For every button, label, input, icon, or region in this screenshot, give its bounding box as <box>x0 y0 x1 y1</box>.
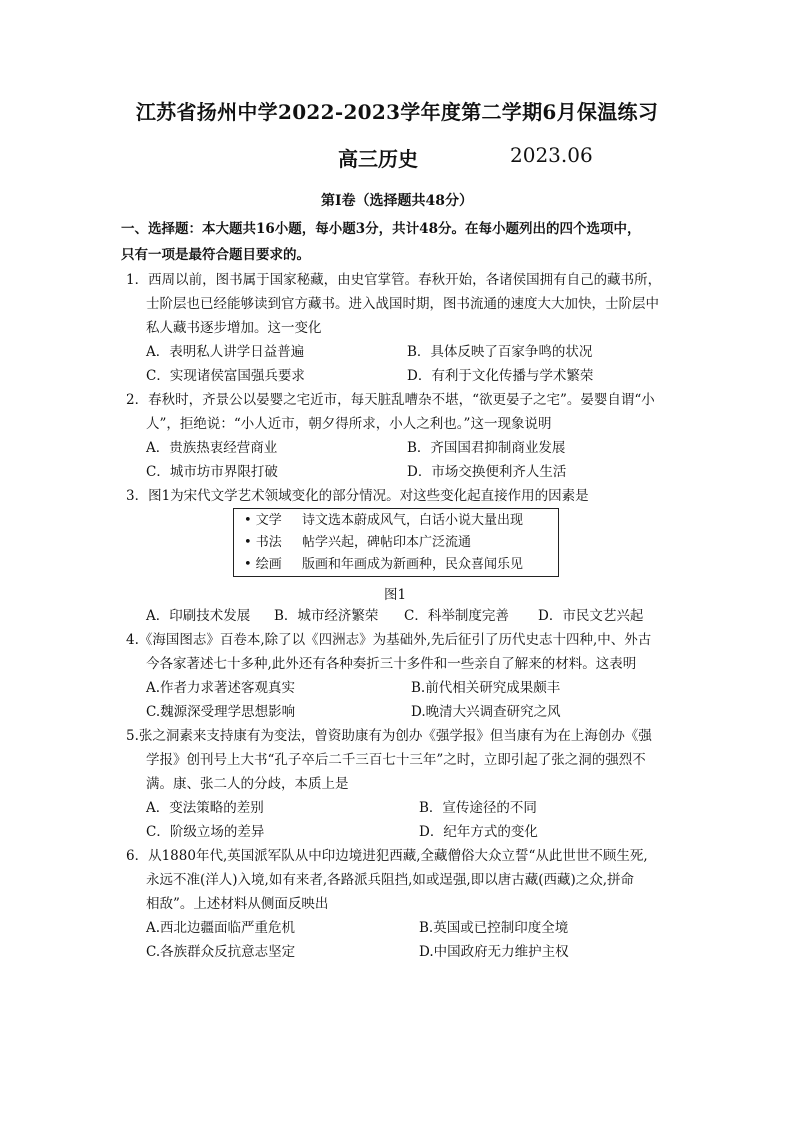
q1-option-d: D．有利于文化传播与学术繁荣 <box>407 368 594 384</box>
q4-stem-line-2: 今各家著述七十多种,此外还有各种奏折三十多件和一些亲自了解来的材料。这表明 <box>146 656 637 672</box>
figure-text: 版画和年画成为新画种，民众喜闻乐见 <box>302 557 524 572</box>
q6-option-a: A.西北边疆面临严重危机 <box>146 920 296 936</box>
q3-option-d: D．市民文艺兴起 <box>538 608 644 624</box>
q5-option-b: B．宣传途径的不同 <box>419 800 537 816</box>
q5-stem-line-1: 5.张之洞素来支持康有为变法，曾资助康有为创办《强学报》但当康有为在上海创办《强 <box>126 728 652 744</box>
q4-option-b: B.前代相关研究成果颇丰 <box>411 680 561 696</box>
figure-row-literature <box>244 512 523 530</box>
q6-option-d: D.中国政府无力维护主权 <box>419 944 569 960</box>
figure-1-caption: 图1 <box>384 587 407 603</box>
figure-category: • 书法 <box>244 535 282 550</box>
q2-stem-line-2: 人”，拒绝说：“小人近市，朝夕得所求，小人之利也。”这一现象说明 <box>146 416 552 432</box>
q5-stem-line-3: 满。康、张二人的分歧，本质上是 <box>146 776 349 792</box>
q3-option-b: B．城市经济繁荣 <box>274 608 379 624</box>
q4-option-d: D.晚清大兴调查研究之风 <box>411 704 561 720</box>
section-title: 第Ⅰ卷（选择题共48分） <box>320 193 474 209</box>
figure-row-calligraphy <box>244 534 471 552</box>
q6-stem-line-2: 永远不准(洋人)入境,如有来者,各路派兵阻挡,如或逞强,即以唐古藏(西藏)之众,拼命 <box>146 872 635 888</box>
figure-row-painting <box>244 556 523 574</box>
q1-stem-line-2: 士阶层也已经能够读到官方藏书。进入战国时期，图书流通的速度大大加快，士阶层中 <box>146 296 659 312</box>
q2-option-c: C．城市坊市界限打破 <box>146 464 278 480</box>
figure-category: • 绘画 <box>244 557 282 572</box>
q2-option-a: A．贵族热衷经营商业 <box>146 440 278 456</box>
q2-option-b: B．齐国国君抑制商业发展 <box>407 440 566 456</box>
q1-option-a: A．表明私人讲学日益普遍 <box>146 344 305 360</box>
figure-text: 帖学兴起，碑帖印本广泛流通 <box>302 535 472 550</box>
q4-option-a: A.作者力求著述客观真实 <box>146 680 296 696</box>
exam-title: 江苏省扬州中学2022-2023学年度第二学期6月保温练习 <box>135 100 659 124</box>
q2-stem-line-1: 2．春秋时，齐景公以晏婴之宅近市，每天脏乱嘈杂不堪，“欲更晏子之宅”。晏婴自谓“小 <box>126 392 655 408</box>
q5-option-c: C．阶级立场的差异 <box>146 824 265 840</box>
q6-stem-line-3: 相敌”。上述材料从侧面反映出 <box>146 896 329 912</box>
exam-date: 2023.06 <box>510 143 593 167</box>
q1-stem-line-1: 1．西周以前，图书属于国家秘藏，由史官掌管。春秋开始，各诸侯国拥有自己的藏书所， <box>126 272 662 288</box>
q1-option-b: B．具体反映了百家争鸣的状况 <box>407 344 593 360</box>
instructions-line-2: 只有一项是最符合题目要求的。 <box>121 247 310 263</box>
figure-text: 诗文选本蔚成风气，白话小说大量出现 <box>302 513 524 528</box>
q3-stem-line-1: 3．图1为宋代文学艺术领域变化的部分情况。对这些变化起直接作用的因素是 <box>126 488 589 504</box>
figure-category: • 文学 <box>244 513 282 528</box>
q6-option-b: B.英国或已控制印度全境 <box>419 920 569 936</box>
q3-option-a: A．印刷技术发展 <box>146 608 251 624</box>
instructions-line-1: 一、选择题：本大题共16小题，每小题3分，共计48分。在每小题列出的四个选项中， <box>121 221 641 237</box>
q5-option-d: D．纪年方式的变化 <box>419 824 538 840</box>
q6-stem-line-1: 6．从1880年代,英国派军队从中印边境进犯西藏,全藏僧俗大众立誓“从此世世不顾生死, <box>126 848 648 864</box>
q3-option-c: C．科举制度完善 <box>404 608 509 624</box>
q2-option-d: D．市场交换便利齐人生活 <box>407 464 567 480</box>
q5-option-a: A．变法策略的差别 <box>146 800 264 816</box>
q4-option-c: C.魏源深受理学思想影响 <box>146 704 296 720</box>
q1-option-c: C．实现诸侯富国强兵要求 <box>146 368 305 384</box>
subject-label: 高三历史 <box>338 147 418 171</box>
figure-1-table <box>233 508 559 577</box>
q4-stem-line-1: 4.《海国图志》百卷本,除了以《四洲志》为基础外,先后征引了历代史志十四种,中、外古 <box>126 632 652 648</box>
q5-stem-line-2: 学报》创刊号上大书“孔子卒后二千三百七十三年”之时，立即引起了张之洞的强烈不 <box>146 752 646 768</box>
q1-stem-line-3: 私人藏书逐步增加。这一变化 <box>146 320 322 336</box>
q6-option-c: C.各族群众反抗意志坚定 <box>146 944 296 960</box>
